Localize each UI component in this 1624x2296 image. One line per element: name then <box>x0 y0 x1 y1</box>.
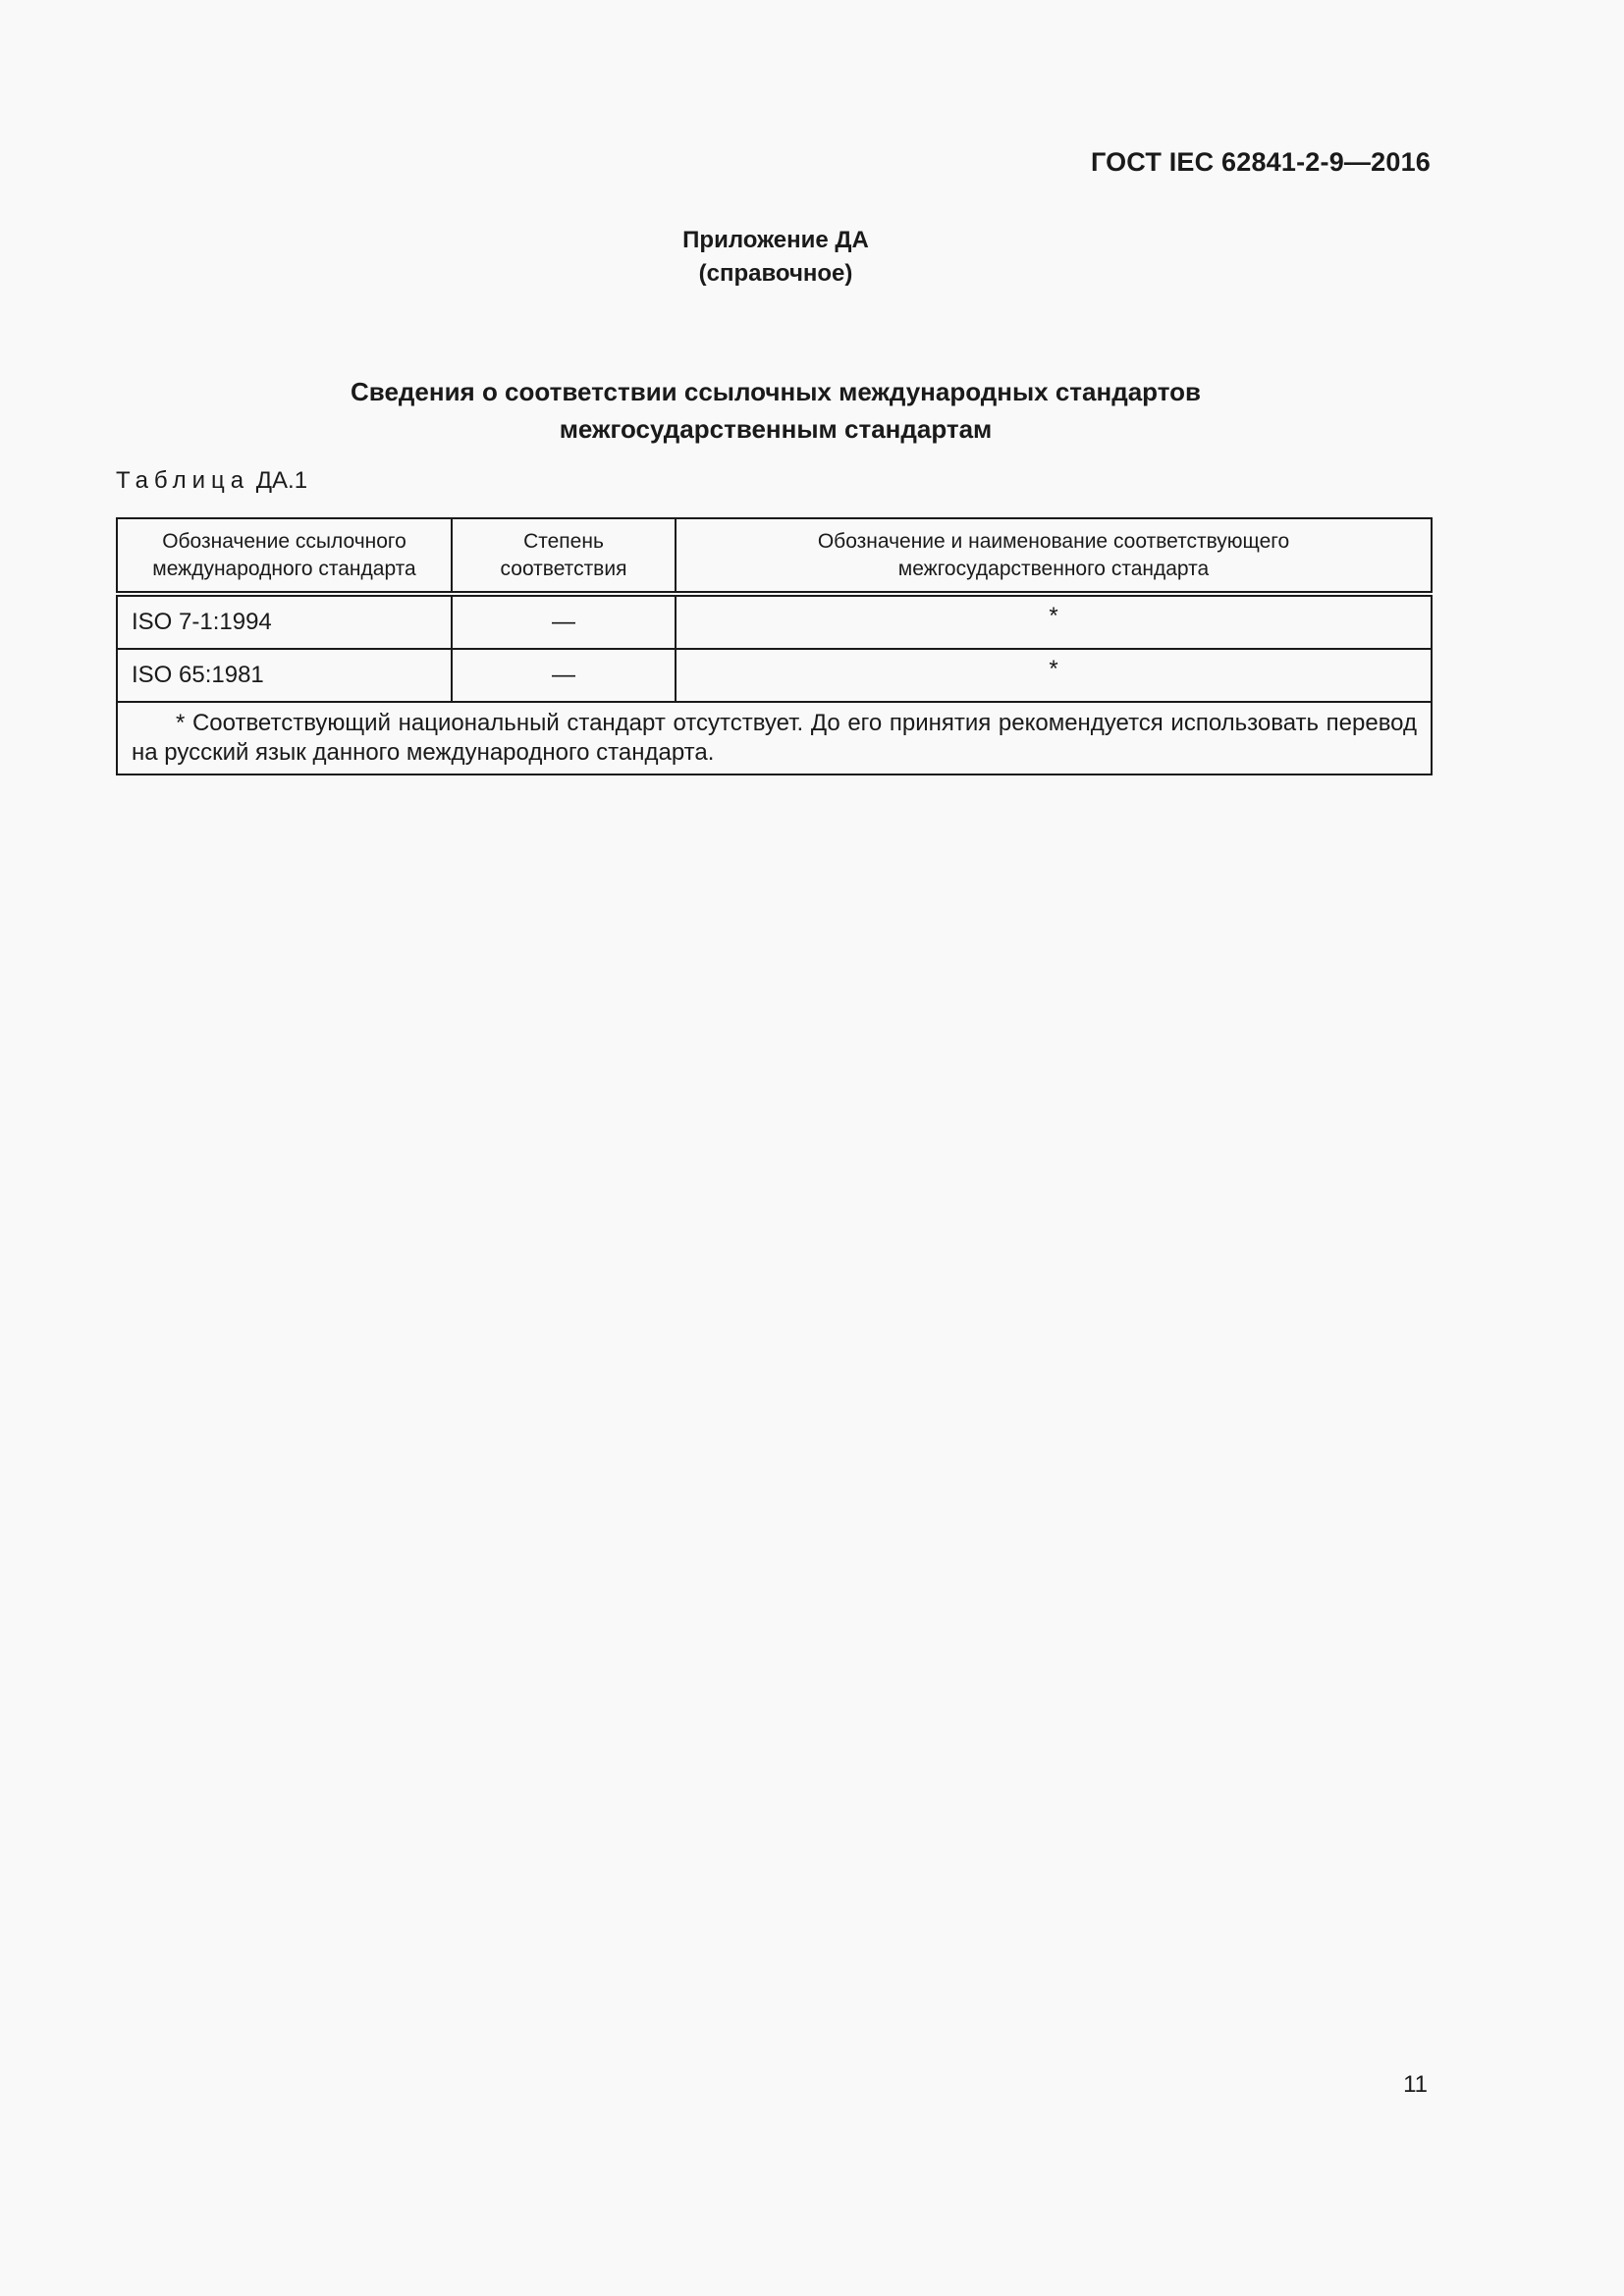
interstate-standard-cell: * <box>676 594 1432 649</box>
header-line: Степень <box>523 529 604 553</box>
table-caption-id: ДА.1 <box>255 467 308 494</box>
table-footnote: * Соответствующий национальный стандарт отсутствует. До его принятия рекомендуется использовать перевод на русский язык данного международного стандарта. <box>117 702 1432 774</box>
section-title-line-1: Сведения о соответствии ссылочных международных стандартов <box>351 377 1201 406</box>
appendix-heading <box>0 224 1551 291</box>
document-code: ГОСТ IEC 62841-2-9—2016 <box>1090 147 1431 177</box>
header-line: межгосударственного стандарта <box>897 557 1210 580</box>
table-row <box>117 594 1432 649</box>
section-title <box>0 373 1551 448</box>
header-interstate-standard <box>676 518 1432 594</box>
table-caption-word: Таблица <box>116 467 250 494</box>
header-line: Обозначение и наименование соответствующего <box>817 529 1290 553</box>
header-line: международного стандарта <box>152 557 416 580</box>
reference-standard-cell: ISO 65:1981 <box>117 649 452 702</box>
table-row <box>117 649 1432 702</box>
appendix-title: Приложение ДА <box>682 227 869 253</box>
degree-cell: — <box>452 594 676 649</box>
degree-cell: — <box>452 649 676 702</box>
correspondence-table <box>116 517 1433 775</box>
page-number: 11 <box>1403 2071 1428 2098</box>
header-reference-standard <box>117 518 452 594</box>
section-title-line-2: межгосударственным стандартам <box>559 414 993 444</box>
header-line: Обозначение ссылочного <box>162 529 406 553</box>
table-footnote-row <box>117 702 1432 774</box>
table-header-row <box>117 518 1432 594</box>
header-line: соответствия <box>500 557 627 580</box>
table-caption <box>116 467 307 495</box>
interstate-standard-cell: * <box>676 649 1432 702</box>
reference-standard-cell: ISO 7-1:1994 <box>117 594 452 649</box>
appendix-subtitle: (справочное) <box>698 260 853 287</box>
header-degree <box>452 518 676 594</box>
